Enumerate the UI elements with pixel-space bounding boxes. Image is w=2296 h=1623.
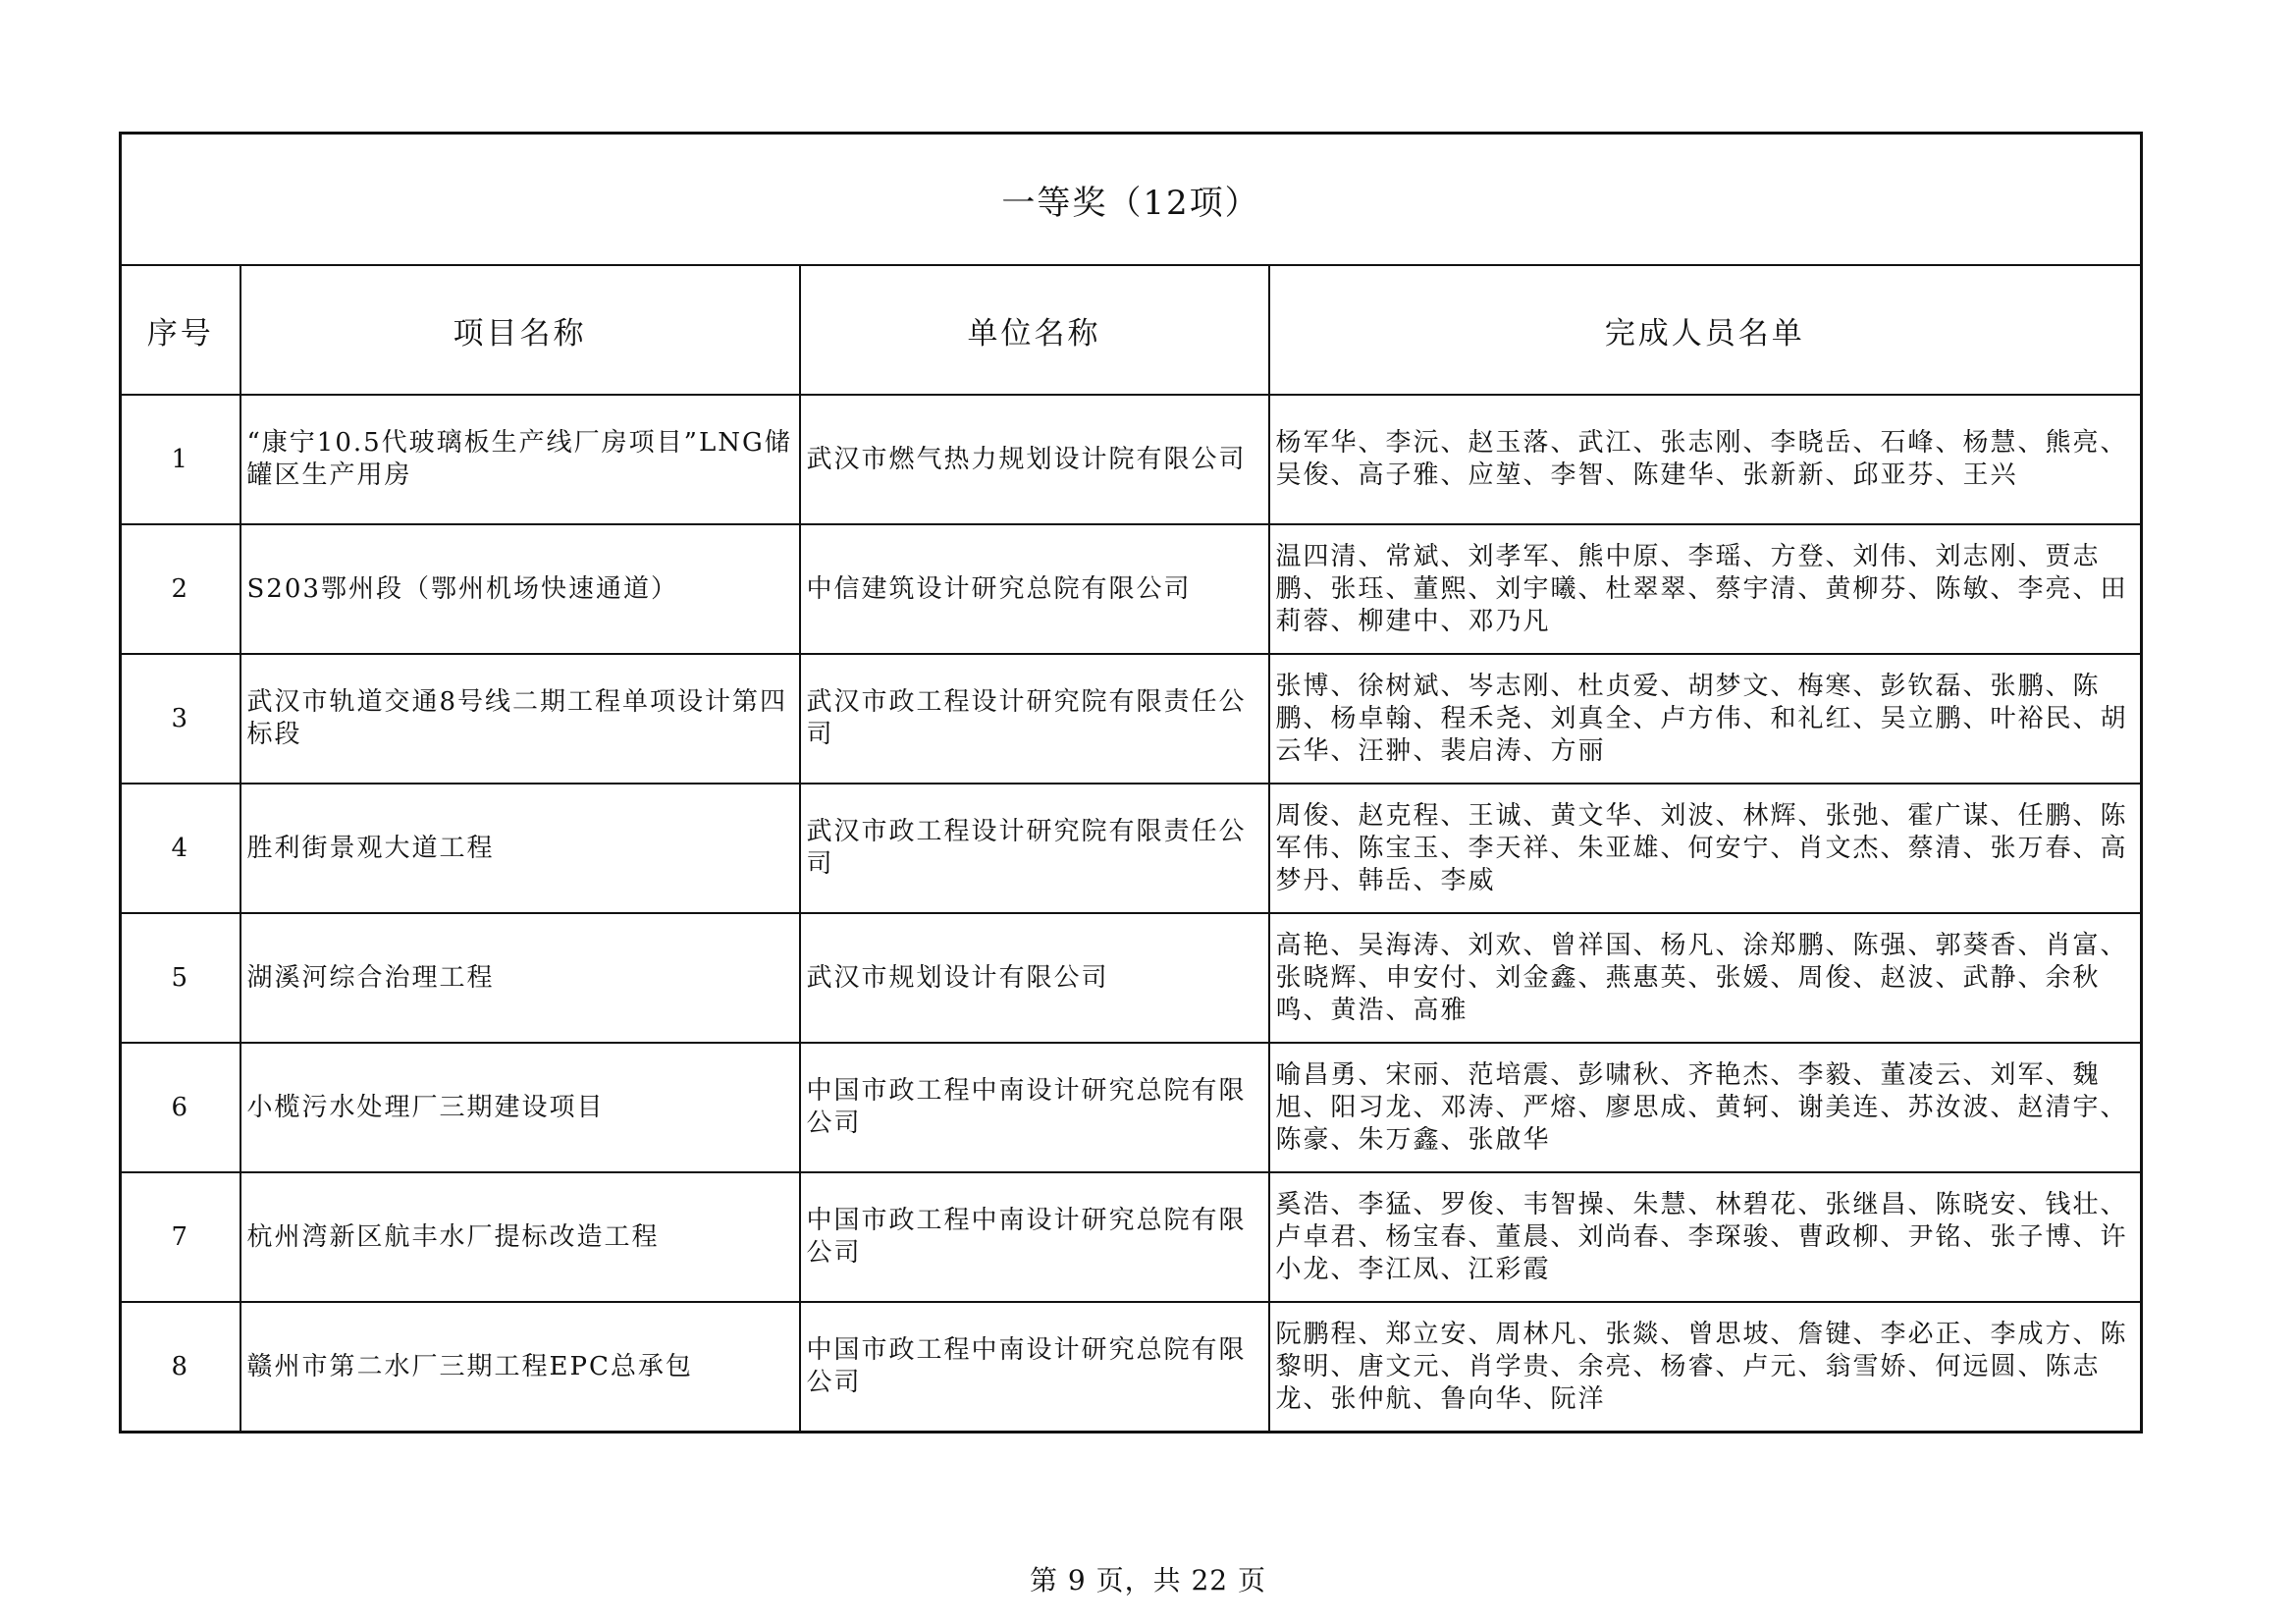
cell-unit: 中信建筑设计研究总院有限公司 <box>800 524 1269 654</box>
cell-project: 武汉市轨道交通8号线二期工程单项设计第四标段 <box>240 654 800 784</box>
cell-no: 6 <box>121 1043 240 1172</box>
table-title: 一等奖（12项） <box>121 134 2142 266</box>
table-row <box>121 395 2142 524</box>
cell-no: 4 <box>121 784 240 913</box>
cell-no: 3 <box>121 654 240 784</box>
cell-unit: 中国市政工程中南设计研究总院有限公司 <box>800 1302 1269 1433</box>
page-number: 第 9 页，共 22 页 <box>1029 1564 1267 1596</box>
cell-unit: 武汉市规划设计有限公司 <box>800 913 1269 1043</box>
cell-members: 阮鹏程、郑立安、周林凡、张燚、曾思坡、詹键、李必正、李成方、陈黎明、唐文元、肖学贵、余亮、杨睿、卢元、翁雪娇、何远圆、陈志龙、张仲航、鲁向华、阮洋 <box>1269 1302 2142 1433</box>
cell-no: 7 <box>121 1172 240 1302</box>
table-row <box>121 913 2142 1043</box>
header-unit: 单位名称 <box>800 265 1269 395</box>
cell-project: 湖溪河综合治理工程 <box>240 913 800 1043</box>
header-no: 序号 <box>121 265 240 395</box>
table-row <box>121 1302 2142 1433</box>
cell-no: 2 <box>121 524 240 654</box>
cell-members: 周俊、赵克程、王诚、黄文华、刘波、林辉、张弛、霍广谋、任鹏、陈军伟、陈宝玉、李天祥、朱亚雄、何安宁、肖文杰、蔡清、张万春、高梦丹、韩岳、李威 <box>1269 784 2142 913</box>
table-row <box>121 524 2142 654</box>
table-row <box>121 1043 2142 1172</box>
header-members: 完成人员名单 <box>1269 265 2142 395</box>
cell-members: 杨军华、李沅、赵玉落、武江、张志刚、李晓岳、石峰、杨慧、熊亮、吴俊、高子雅、应堃、李智、陈建华、张新新、邱亚芬、王兴 <box>1269 395 2142 524</box>
cell-no: 1 <box>121 395 240 524</box>
cell-no: 8 <box>121 1302 240 1433</box>
cell-project: “康宁10.5代玻璃板生产线厂房项目”LNG储罐区生产用房 <box>240 395 800 524</box>
cell-unit: 武汉市政工程设计研究院有限责任公司 <box>800 654 1269 784</box>
award-table <box>119 132 2143 1434</box>
cell-project: 胜利街景观大道工程 <box>240 784 800 913</box>
cell-project: 赣州市第二水厂三期工程EPC总承包 <box>240 1302 800 1433</box>
cell-unit: 中国市政工程中南设计研究总院有限公司 <box>800 1043 1269 1172</box>
cell-members: 高艳、吴海涛、刘欢、曾祥国、杨凡、涂郑鹏、陈强、郭葵香、肖富、张晓辉、申安付、刘金鑫、燕惠英、张媛、周俊、赵波、武静、余秋鸣、黄浩、高雅 <box>1269 913 2142 1043</box>
cell-members: 喻昌勇、宋丽、范培震、彭啸秋、齐艳杰、李毅、董凌云、刘军、魏旭、阳习龙、邓涛、严熔、廖思成、黄轲、谢美连、苏汝波、赵清宇、陈豪、朱万鑫、张啟华 <box>1269 1043 2142 1172</box>
cell-members: 奚浩、李猛、罗俊、韦智操、朱慧、林碧花、张继昌、陈晓安、钱壮、卢卓君、杨宝春、董晨、刘尚春、李琛骏、曹政柳、尹铭、张子博、许小龙、李江凤、江彩霞 <box>1269 1172 2142 1302</box>
table-row <box>121 654 2142 784</box>
table-row <box>121 1172 2142 1302</box>
cell-project: 杭州湾新区航丰水厂提标改造工程 <box>240 1172 800 1302</box>
cell-project: 小榄污水处理厂三期建设项目 <box>240 1043 800 1172</box>
cell-unit: 中国市政工程中南设计研究总院有限公司 <box>800 1172 1269 1302</box>
cell-no: 5 <box>121 913 240 1043</box>
cell-unit: 武汉市燃气热力规划设计院有限公司 <box>800 395 1269 524</box>
cell-unit: 武汉市政工程设计研究院有限责任公司 <box>800 784 1269 913</box>
table-row <box>121 784 2142 913</box>
cell-members: 温四清、常斌、刘孝军、熊中原、李瑶、方登、刘伟、刘志刚、贾志鹏、张珏、董熙、刘宇曦、杜翠翠、蔡宇清、黄柳芬、陈敏、李亮、田莉蓉、柳建中、邓乃凡 <box>1269 524 2142 654</box>
cell-members: 张博、徐树斌、岑志刚、杜贞爱、胡梦文、梅寒、彭钦磊、张鹏、陈鹏、杨卓翰、程禾尧、刘真全、卢方伟、和礼红、吴立鹏、叶裕民、胡云华、汪翀、裴启涛、方丽 <box>1269 654 2142 784</box>
cell-project: S203鄂州段（鄂州机场快速通道） <box>240 524 800 654</box>
header-project: 项目名称 <box>240 265 800 395</box>
